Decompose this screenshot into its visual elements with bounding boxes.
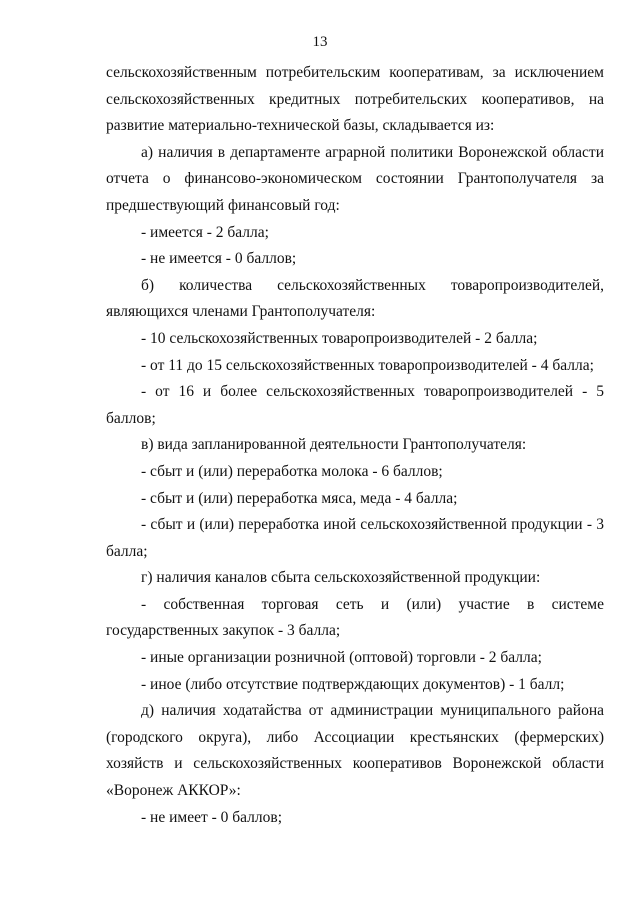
paragraph-continuation: сельскохозяйственным потребительским кооперативам, за исключением сельскохозяйственных кредитных потребительских кооперативов, на развитие материально-технической базы, складывается из: [106, 64, 604, 135]
page-number: 13 [312, 34, 328, 50]
paragraph-item-d: г) наличия каналов сбыта сельскохозяйственной продукции: [141, 569, 541, 587]
list-item: - иные организации розничной (оптовой) торговли - 2 балла; [141, 649, 542, 667]
paragraph-item-a: а) наличия в департаменте аграрной политики Воронежской области отчета о финансово-экономическом состоянии Грантополучателя за предшествующий финансовый год: [106, 143, 604, 214]
list-item: - сбыт и (или) переработка молока - 6 баллов; [141, 462, 443, 480]
list-item: - не имеет - 0 баллов; [141, 808, 283, 826]
list-item: - собственная торговая сеть и (или) участие в системе государственных закупок - 3 балла; [106, 595, 604, 640]
list-item: - сбыт и (или) переработка иной сельскохозяйственной продукции - 3 балла; [106, 516, 604, 560]
paragraph-item-e: д) наличия ходатайства от администрации муниципального района (городского округа), либо Ассоциации крестьянских (фермерских) хозяйств и сельскохозяйственных кооперативов Воронежской области «Воронеж АККОР»: [106, 702, 604, 800]
paragraph-item-b: б) количества сельскохозяйственных товаропроизводителей, являющихся членами Грантополучателя: [106, 276, 604, 321]
list-item: - от 11 до 15 сельскохозяйственных товаропроизводителей - 4 балла; [141, 356, 594, 374]
list-item: - от 16 и более сельскохозяйственных товаропроизводителей - 5 баллов; [106, 383, 604, 427]
document-body [106, 60, 604, 831]
paragraph-item-c: в) вида запланированной деятельности Грантополучателя: [141, 436, 527, 454]
list-item: - имеется - 2 балла; [141, 223, 269, 241]
list-item: - не имеется - 0 баллов; [141, 250, 297, 268]
list-item: - сбыт и (или) переработка мяса, меда - 4 балла; [141, 489, 458, 507]
list-item: - иное (либо отсутствие подтверждающих документов) - 1 балл; [141, 675, 565, 693]
list-item: - 10 сельскохозяйственных товаропроизводителей - 2 балла; [141, 329, 538, 347]
